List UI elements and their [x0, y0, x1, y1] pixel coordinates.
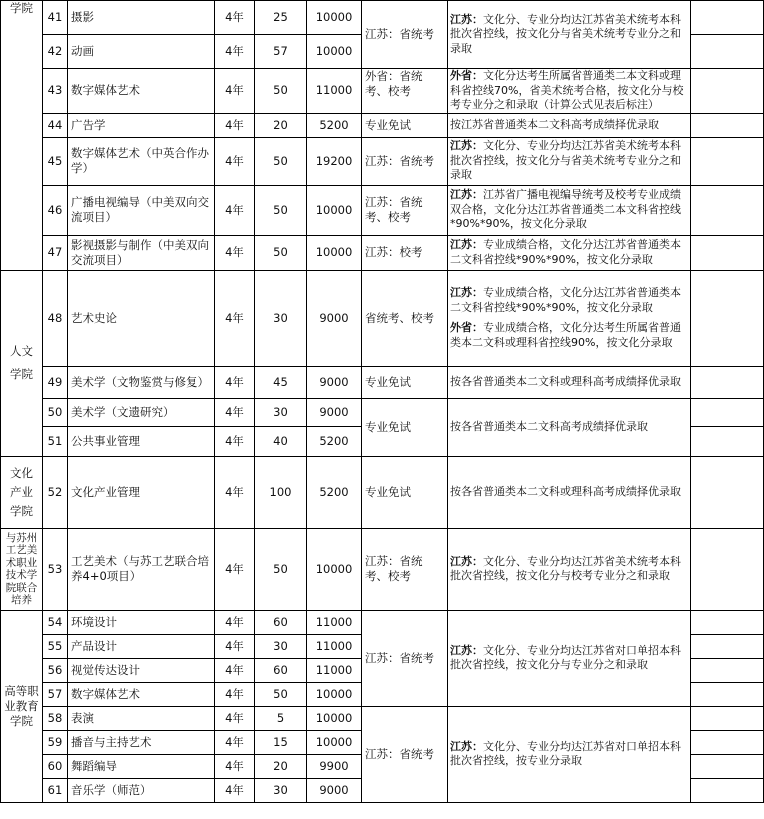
quota: 50 — [255, 69, 307, 114]
quota: 15 — [255, 730, 307, 754]
tuition-fee: 5200 — [307, 426, 362, 456]
table-row — [1, 528, 764, 610]
department-name: 文化 — [10, 465, 33, 480]
duration: 4年 — [215, 682, 255, 706]
region-label: 江苏： — [450, 139, 483, 153]
notes-cell — [691, 35, 764, 69]
major-name: 动画 — [68, 35, 215, 69]
row-number: 59 — [43, 730, 68, 754]
duration: 4年 — [215, 137, 255, 185]
row-number: 54 — [43, 610, 68, 634]
notes-cell — [691, 658, 764, 682]
row-number: 49 — [43, 366, 68, 398]
duration: 4年 — [215, 706, 255, 730]
quota: 50 — [255, 137, 307, 185]
notes-cell — [691, 456, 764, 528]
exam-type: 江苏：省统考 — [362, 610, 448, 706]
major-name: 数字媒体艺术 — [68, 69, 215, 114]
table-row — [1, 398, 764, 426]
tuition-fee: 9000 — [307, 270, 362, 366]
admission-rule — [448, 113, 691, 137]
notes-cell — [691, 235, 764, 270]
rule-text: 专业成绩合格，文化分达江苏省普通类本二文科省控线*90%*90%，按文化分录取 — [450, 238, 681, 266]
admission-rule — [448, 610, 691, 706]
admission-rule — [448, 456, 691, 528]
row-number: 53 — [43, 528, 68, 610]
tuition-fee: 9900 — [307, 754, 362, 778]
region-label: 江苏： — [450, 188, 483, 202]
exam-type: 专业免试 — [362, 456, 448, 528]
row-number: 45 — [43, 137, 68, 185]
rule-text: 专业成绩合格，文化分达江苏省普通类本二文科省控线*90%*90%，按文化分录取 — [450, 286, 681, 314]
region-label: 江苏： — [450, 238, 483, 251]
exam-type: 省统考、校考 — [362, 270, 448, 366]
tuition-fee: 9000 — [307, 398, 362, 426]
row-number: 60 — [43, 754, 68, 778]
row-number: 55 — [43, 634, 68, 658]
duration: 4年 — [215, 456, 255, 528]
major-name: 视觉传达设计 — [68, 658, 215, 682]
tuition-fee: 10000 — [307, 35, 362, 69]
table-row — [1, 270, 764, 366]
rule-text: 文化分、专业分均达江苏省美术统考本科批次省控线，按文化分与省美术统考专业分之和录取 — [450, 139, 681, 182]
major-name: 影视摄影与制作（中美双向交流项目） — [68, 235, 215, 270]
duration: 4年 — [215, 730, 255, 754]
exam-type: 专业免试 — [362, 113, 448, 137]
exam-type: 江苏：省统考 — [362, 1, 448, 69]
duration: 4年 — [215, 398, 255, 426]
notes-cell — [691, 137, 764, 185]
duration: 4年 — [215, 426, 255, 456]
table-row — [1, 137, 764, 185]
duration: 4年 — [215, 610, 255, 634]
row-number: 51 — [43, 426, 68, 456]
exam-type: 江苏：省统考、校考 — [362, 528, 448, 610]
table-row — [1, 69, 764, 114]
quota: 5 — [255, 706, 307, 730]
major-name: 音乐学（师范） — [68, 778, 215, 802]
duration: 4年 — [215, 658, 255, 682]
admission-rule — [448, 1, 691, 69]
major-name: 产品设计 — [68, 634, 215, 658]
major-name: 环境设计 — [68, 610, 215, 634]
department-cell — [1, 456, 43, 528]
major-name: 表演 — [68, 706, 215, 730]
duration: 4年 — [215, 235, 255, 270]
table-row — [1, 185, 764, 235]
notes-cell — [691, 706, 764, 730]
tuition-fee: 10000 — [307, 730, 362, 754]
quota: 30 — [255, 270, 307, 366]
quota: 100 — [255, 456, 307, 528]
exam-type: 专业免试 — [362, 366, 448, 398]
quota: 40 — [255, 426, 307, 456]
notes-cell — [691, 610, 764, 634]
tuition-fee: 11000 — [307, 634, 362, 658]
row-number: 46 — [43, 185, 68, 235]
row-number: 48 — [43, 270, 68, 366]
tuition-fee: 10000 — [307, 528, 362, 610]
table-row — [1, 1, 764, 35]
row-number: 57 — [43, 682, 68, 706]
quota: 30 — [255, 634, 307, 658]
notes-cell — [691, 426, 764, 456]
rule-text: 文化分、专业分均达江苏省对口单招本科批次省控线，按专业分录取 — [450, 739, 681, 767]
tuition-fee: 5200 — [307, 456, 362, 528]
rule-text: 文化分、专业分均达江苏省对口单招本科批次省控线，按文化分与专业分之和录取 — [450, 643, 681, 671]
tuition-fee: 10000 — [307, 235, 362, 270]
department-name: 高等职业教育学院 — [4, 683, 39, 728]
region-label: 江苏： — [450, 739, 483, 753]
quota: 50 — [255, 528, 307, 610]
row-number: 44 — [43, 113, 68, 137]
department-name: 学院 — [10, 503, 33, 518]
major-name: 数字媒体艺术 — [68, 682, 215, 706]
duration: 4年 — [215, 1, 255, 35]
major-name: 广播电视编导（中美双向交流项目） — [68, 185, 215, 235]
row-number: 47 — [43, 235, 68, 270]
region-label: 江苏： — [450, 554, 483, 568]
duration: 4年 — [215, 35, 255, 69]
quota: 50 — [255, 235, 307, 270]
row-number: 52 — [43, 456, 68, 528]
department-cell — [1, 528, 43, 610]
rule-text: 江苏省广播电视编导统考及校考专业成绩双合格，文化分达江苏省普通类二本文科省控线*90%*90%，按文化分录取 — [450, 188, 681, 231]
notes-cell — [691, 682, 764, 706]
notes-cell — [691, 113, 764, 137]
row-number: 43 — [43, 69, 68, 114]
quota: 20 — [255, 754, 307, 778]
major-name: 公共事业管理 — [68, 426, 215, 456]
duration: 4年 — [215, 634, 255, 658]
row-number: 50 — [43, 398, 68, 426]
quota: 60 — [255, 610, 307, 634]
quota: 25 — [255, 1, 307, 35]
admission-rule — [448, 235, 691, 270]
major-name: 美术学（文物鉴赏与修复） — [68, 366, 215, 398]
rule-text: 专业成绩合格，文化分达考生所属省普通类本二文科或理科省控线90%，按文化分录取 — [450, 321, 681, 349]
tuition-fee: 10000 — [307, 185, 362, 235]
rule-text: 按各省普通类本二文科高考成绩择优录取 — [450, 419, 648, 433]
table-row — [1, 113, 764, 137]
table-row — [1, 456, 764, 528]
rule-text: 文化分达考生所属省普通类二本文科或理科省控线70%，省美术统考合格，按文化分与校考专业分之和录取（计算公式见表后标注） — [450, 69, 684, 111]
department-cell — [1, 1, 43, 271]
quota: 57 — [255, 35, 307, 69]
duration: 4年 — [215, 778, 255, 802]
major-name: 数字媒体艺术（中英合作办学） — [68, 137, 215, 185]
row-number: 41 — [43, 1, 68, 35]
rule-text: 按各省普通类本二文科或理科高考成绩择优录取 — [450, 374, 681, 388]
exam-type: 江苏：省统考 — [362, 137, 448, 185]
duration: 4年 — [215, 366, 255, 398]
rule-text: 文化分、专业分均达江苏省美术统考本科批次省控线，按文化分与校考专业分之和录取 — [450, 554, 681, 582]
row-number: 42 — [43, 35, 68, 69]
major-name: 文化产业管理 — [68, 456, 215, 528]
notes-cell — [691, 528, 764, 610]
admission-rule — [448, 706, 691, 802]
tuition-fee: 10000 — [307, 1, 362, 35]
admission-rule — [448, 398, 691, 456]
major-name: 摄影 — [68, 1, 215, 35]
notes-cell — [691, 778, 764, 802]
department-name: 学院 — [10, 367, 33, 381]
tuition-fee: 9000 — [307, 366, 362, 398]
region-label: 江苏： — [450, 286, 483, 299]
duration: 4年 — [215, 754, 255, 778]
major-name: 艺术史论 — [68, 270, 215, 366]
tuition-fee: 11000 — [307, 610, 362, 634]
notes-cell — [691, 730, 764, 754]
tuition-fee: 19200 — [307, 137, 362, 185]
notes-cell — [691, 185, 764, 235]
quota: 30 — [255, 778, 307, 802]
duration: 4年 — [215, 528, 255, 610]
quota: 45 — [255, 366, 307, 398]
quota: 60 — [255, 658, 307, 682]
row-number: 56 — [43, 658, 68, 682]
quota: 30 — [255, 398, 307, 426]
row-number: 58 — [43, 706, 68, 730]
rule-text: 按江苏省普通类本二文科高考成绩择优录取 — [450, 117, 659, 131]
rule-text: 文化分、专业分均达江苏省美术统考本科批次省控线，按文化分与省美术统考专业分之和录取 — [450, 12, 681, 55]
notes-cell — [691, 1, 764, 35]
admission-rule — [448, 137, 691, 185]
admission-rule — [448, 270, 691, 366]
admission-rule — [448, 185, 691, 235]
major-name: 播音与主持艺术 — [68, 730, 215, 754]
tuition-fee: 11000 — [307, 69, 362, 114]
tuition-fee: 10000 — [307, 706, 362, 730]
notes-cell — [691, 634, 764, 658]
table-row — [1, 235, 764, 270]
exam-type: 江苏：校考 — [362, 235, 448, 270]
quota: 20 — [255, 113, 307, 137]
exam-type: 专业免试 — [362, 398, 448, 456]
major-name: 舞蹈编导 — [68, 754, 215, 778]
quota: 50 — [255, 682, 307, 706]
table-row — [1, 706, 764, 730]
admission-rule — [448, 528, 691, 610]
tuition-fee: 9000 — [307, 778, 362, 802]
notes-cell — [691, 69, 764, 114]
tuition-fee: 11000 — [307, 658, 362, 682]
notes-cell — [691, 754, 764, 778]
duration: 4年 — [215, 270, 255, 366]
major-name: 广告学 — [68, 113, 215, 137]
department-name: 产业 — [10, 484, 33, 499]
tuition-fee: 10000 — [307, 682, 362, 706]
quota: 50 — [255, 185, 307, 235]
duration: 4年 — [215, 185, 255, 235]
duration: 4年 — [215, 113, 255, 137]
department-name: 学院 — [10, 1, 33, 15]
department-name: 人文 — [10, 344, 33, 358]
department-name: 与苏州工艺美术职业技术学院联合培养 — [5, 531, 38, 606]
admission-rule — [448, 366, 691, 398]
row-number: 61 — [43, 778, 68, 802]
major-name: 美术学（文遗研究） — [68, 398, 215, 426]
exam-type: 江苏：省统考、校考 — [362, 185, 448, 235]
exam-type: 江苏：省统考 — [362, 706, 448, 802]
region-label: 江苏： — [450, 643, 483, 657]
region-label: 江苏： — [450, 12, 483, 26]
region-label: 外省： — [450, 69, 483, 82]
department-cell — [1, 270, 43, 456]
exam-type: 外省：省统考、校考 — [362, 69, 448, 114]
notes-cell — [691, 398, 764, 426]
department-cell — [1, 610, 43, 802]
admission-rule — [448, 69, 691, 114]
notes-cell — [691, 270, 764, 366]
notes-cell — [691, 366, 764, 398]
major-name: 工艺美术（与苏工艺联合培养4+0项目） — [68, 528, 215, 610]
region-label: 外省： — [450, 321, 483, 334]
table-row — [1, 366, 764, 398]
rule-text: 按各省普通类本二文科或理科高考成绩择优录取 — [450, 484, 681, 498]
duration: 4年 — [215, 69, 255, 114]
tuition-fee: 5200 — [307, 113, 362, 137]
table-row — [1, 610, 764, 634]
